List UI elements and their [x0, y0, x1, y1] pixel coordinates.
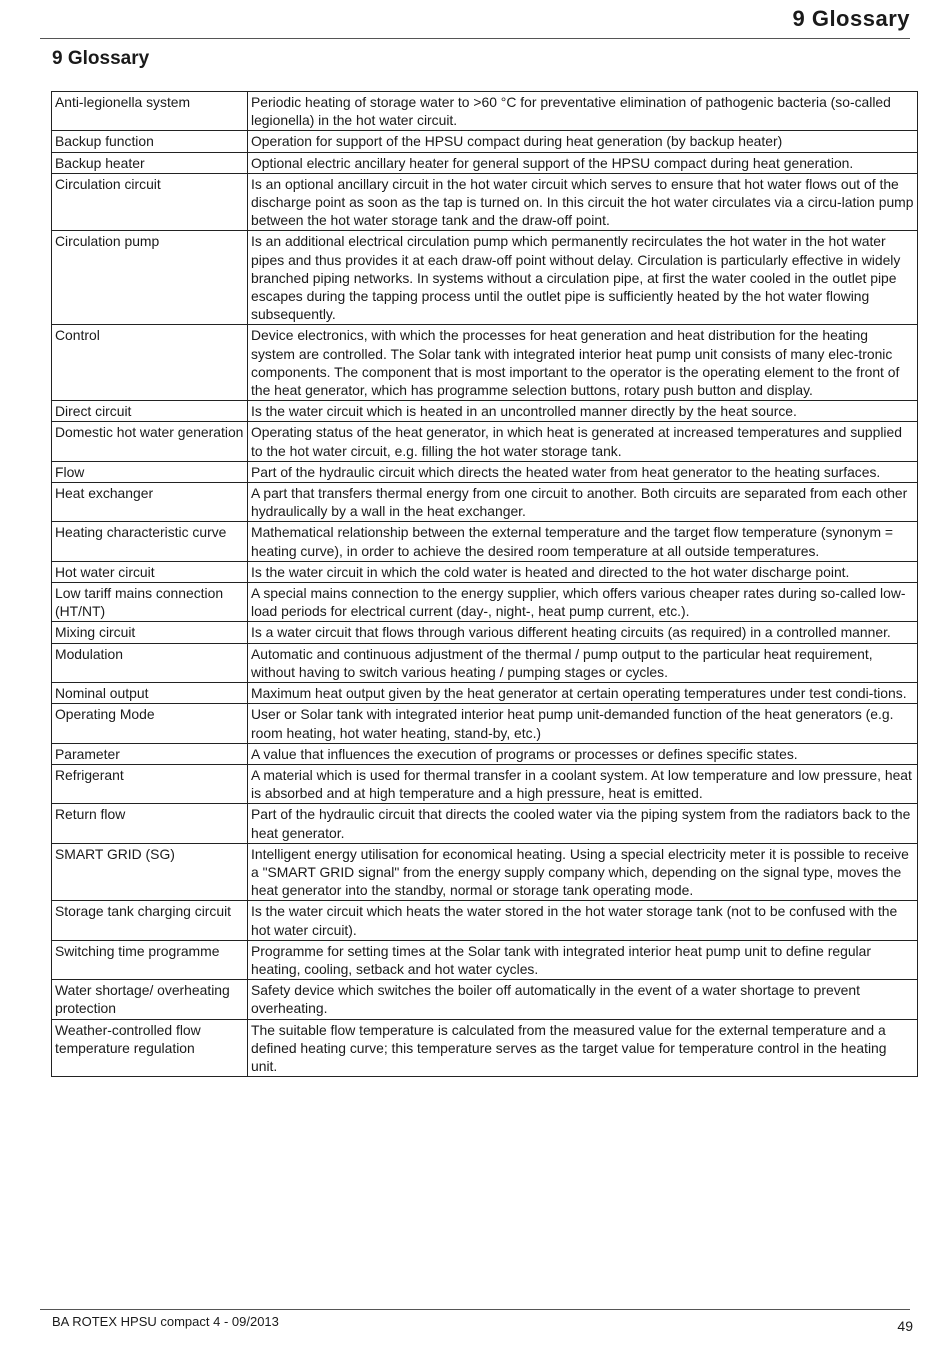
glossary-table [51, 91, 918, 1077]
table-row [52, 231, 918, 325]
glossary-term: Weather-controlled flow temperature regulation [52, 1019, 248, 1077]
glossary-term: Domestic hot water generation [52, 422, 248, 461]
glossary-definition: Automatic and continuous adjustment of the thermal / pump output to the particular heat requirement, without having to switch various heating / pumping stages or cycles. [248, 643, 918, 682]
glossary-term: Return flow [52, 804, 248, 843]
glossary-term: Hot water circuit [52, 561, 248, 582]
table-row [52, 1019, 918, 1077]
glossary-term: Circulation pump [52, 231, 248, 325]
running-header-title: 9 Glossary [792, 6, 910, 31]
glossary-term: SMART GRID (SG) [52, 843, 248, 901]
table-row [52, 173, 918, 231]
table-row [52, 325, 918, 401]
glossary-definition: Part of the hydraulic circuit that directs the cooled water via the piping system from the radiators back to the heat generator. [248, 804, 918, 843]
glossary-definition: Periodic heating of storage water to >60 °C for preventative elimination of pathogenic bacteria (so-called legionella) in the hot water circuit. [248, 92, 918, 131]
glossary-term: Heat exchanger [52, 483, 248, 522]
glossary-definition: Mathematical relationship between the external temperature and the target flow temperature (synonym = heating curve), in order to achieve the desired room temperature at all outside temperatures. [248, 522, 918, 561]
table-row [52, 131, 918, 152]
table-row [52, 940, 918, 979]
page-number: 49 [897, 1318, 913, 1334]
footer-document-title: BA ROTEX HPSU compact 4 - 09/2013 [52, 1314, 279, 1329]
glossary-definition: Is a water circuit that flows through various different heating circuits (as required) in a controlled manner. [248, 622, 918, 643]
glossary-term: Heating characteristic curve [52, 522, 248, 561]
table-row [52, 561, 918, 582]
glossary-definition: Is the water circuit in which the cold water is heated and directed to the hot water discharge point. [248, 561, 918, 582]
glossary-definition: Is an additional electrical circulation pump which permanently recirculates the hot water in the hot water pipes and thus provides it at each draw-off point without delay. Circulation is particularly effective in widely branched piping networks. In systems without a circulation pipe, at first the water cooled in the outlet pipe escapes during the tapping process until the outlet pipe is sufficiently heated by the hot water flowing subsequently. [248, 231, 918, 325]
glossary-term: Circulation circuit [52, 173, 248, 231]
glossary-definition: Part of the hydraulic circuit which directs the heated water from heat generator to the heating surfaces. [248, 461, 918, 482]
table-row [52, 901, 918, 940]
table-row [52, 461, 918, 482]
glossary-term: Modulation [52, 643, 248, 682]
glossary-term: Refrigerant [52, 764, 248, 803]
section-title: 9 Glossary [52, 48, 150, 69]
table-row [52, 643, 918, 682]
glossary-term: Water shortage/ overheating protection [52, 980, 248, 1019]
table-row [52, 522, 918, 561]
glossary-definition: Operation for support of the HPSU compact during heat generation (by backup heater) [248, 131, 918, 152]
table-row [52, 743, 918, 764]
table-row [52, 92, 918, 131]
glossary-table-body [52, 92, 918, 1077]
header-divider [40, 38, 910, 39]
glossary-definition: Programme for setting times at the Solar tank with integrated interior heat pump unit to define regular heating, cooling, setback and hot water cycles. [248, 940, 918, 979]
glossary-term: Control [52, 325, 248, 401]
table-row [52, 764, 918, 803]
table-row [52, 683, 918, 704]
table-row [52, 422, 918, 461]
glossary-term: Mixing circuit [52, 622, 248, 643]
glossary-definition: Device electronics, with which the processes for heat generation and heat distribution for the heating system are controlled. The Solar tank with integrated interior heat pump unit consists of many elec-tronic components. The component that is most important to the operator is the operating element to the front of the heat generator, which has programme selection buttons, rotary push button and display. [248, 325, 918, 401]
glossary-term: Backup function [52, 131, 248, 152]
table-row [52, 583, 918, 622]
glossary-definition: A material which is used for thermal transfer in a coolant system. At low temperature and low pressure, heat is absorbed and at high temperature and a high pressure, heat is emitted. [248, 764, 918, 803]
glossary-term: Backup heater [52, 152, 248, 173]
glossary-definition: Is the water circuit which is heated in an uncontrolled manner directly by the heat source. [248, 401, 918, 422]
table-row [52, 804, 918, 843]
table-row [52, 704, 918, 743]
glossary-definition: Intelligent energy utilisation for economical heating. Using a special electricity meter it is possible to receive a "SMART GRID signal" from the energy supply company which, depending on the signal type, moves the heat generator into the standby, normal or storage tank operating mode. [248, 843, 918, 901]
glossary-definition: User or Solar tank with integrated interior heat pump unit-demanded function of the heat generators (e.g. room heating, hot water heating, stand-by, etc.) [248, 704, 918, 743]
glossary-definition: A value that influences the execution of programs or processes or defines specific states. [248, 743, 918, 764]
glossary-definition: A part that transfers thermal energy from one circuit to another. Both circuits are separated from each other hydraulically by a wall in the heat exchanger. [248, 483, 918, 522]
table-row [52, 843, 918, 901]
table-row [52, 401, 918, 422]
glossary-term: Storage tank charging circuit [52, 901, 248, 940]
glossary-term: Flow [52, 461, 248, 482]
table-row [52, 980, 918, 1019]
table-row [52, 622, 918, 643]
table-row [52, 483, 918, 522]
glossary-term: Parameter [52, 743, 248, 764]
glossary-definition: A special mains connection to the energy supplier, which offers various cheaper rates during so-called low-load periods for electrical current (day-, night-, heat pump current, etc.). [248, 583, 918, 622]
glossary-definition: The suitable flow temperature is calculated from the measured value for the external temperature and a defined heating curve; this temperature serves as the target value for temperature control in the heating unit. [248, 1019, 918, 1077]
footer-divider [40, 1309, 910, 1310]
glossary-definition: Safety device which switches the boiler off automatically in the event of a water shortage to prevent overheating. [248, 980, 918, 1019]
glossary-term: Switching time programme [52, 940, 248, 979]
glossary-term: Anti-legionella system [52, 92, 248, 131]
glossary-definition: Operating status of the heat generator, in which heat is generated at increased temperatures and supplied to the hot water circuit, e.g. filling the hot water storage tank. [248, 422, 918, 461]
glossary-definition: Is an optional ancillary circuit in the hot water circuit which serves to ensure that hot water flows out of the discharge point as soon as the tap is turned on. In this circuit the hot water circulates via a circu-lation pump between the hot water storage tank and the draw-off point. [248, 173, 918, 231]
glossary-term: Direct circuit [52, 401, 248, 422]
table-row [52, 152, 918, 173]
glossary-term: Operating Mode [52, 704, 248, 743]
glossary-definition: Is the water circuit which heats the water stored in the hot water storage tank (not to be confused with the hot water circuit). [248, 901, 918, 940]
glossary-term: Low tariff mains connection (HT/NT) [52, 583, 248, 622]
glossary-definition: Optional electric ancillary heater for general support of the HPSU compact during heat generation. [248, 152, 918, 173]
glossary-term: Nominal output [52, 683, 248, 704]
glossary-definition: Maximum heat output given by the heat generator at certain operating temperatures under test condi-tions. [248, 683, 918, 704]
